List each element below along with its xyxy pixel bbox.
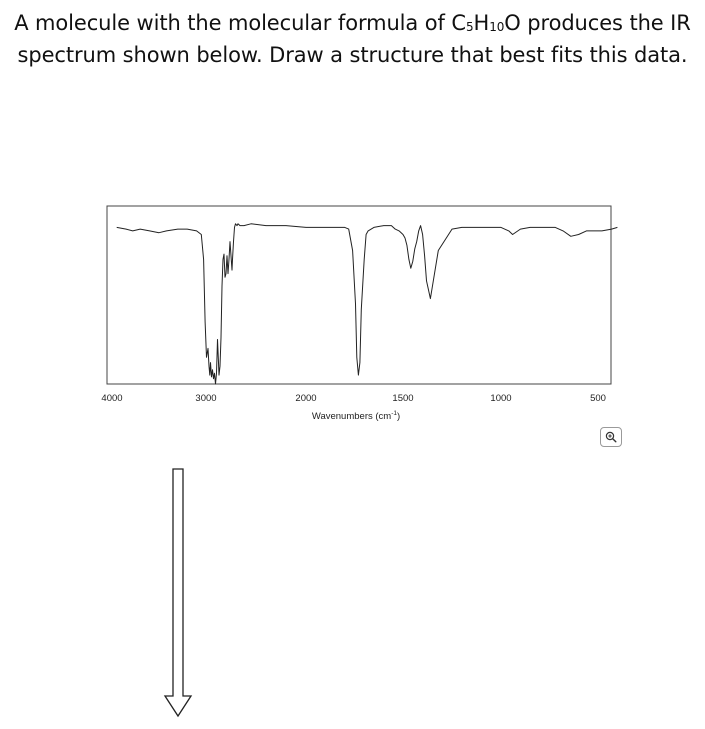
question-part-1: A molecule with the molecular formula of C xyxy=(14,11,466,35)
x-tick-label-1500: 1500 xyxy=(392,393,414,404)
plot-frame xyxy=(107,206,611,384)
question-part-3: O produces the IR spectrum shown below. Draw a structure that best fits this data. xyxy=(17,11,691,67)
x-tick-label-500: 500 xyxy=(590,393,606,404)
chart-marks xyxy=(101,206,617,422)
spectrum-line-0 xyxy=(117,224,618,384)
zoom-button[interactable] xyxy=(600,427,622,447)
x-axis-label xyxy=(312,410,400,422)
x-axis-label-close: ) xyxy=(396,411,401,422)
x-tick-label-3000: 3000 xyxy=(195,393,217,404)
x-axis-label-superscript: -1 xyxy=(391,410,397,417)
x-axis-label-text: Wavenumbers (cm xyxy=(311,411,392,422)
zoom-in-icon xyxy=(605,431,617,443)
down-arrow-icon[interactable] xyxy=(162,468,194,720)
subscript-5: 5 xyxy=(465,20,474,34)
x-tick-label-1000: 1000 xyxy=(490,393,512,404)
x-tick-label-4000: 4000 xyxy=(101,393,123,404)
subscript-10: 10 xyxy=(489,20,505,34)
x-tick-label-2000: 2000 xyxy=(295,393,317,404)
question-part-2: H xyxy=(473,11,490,35)
